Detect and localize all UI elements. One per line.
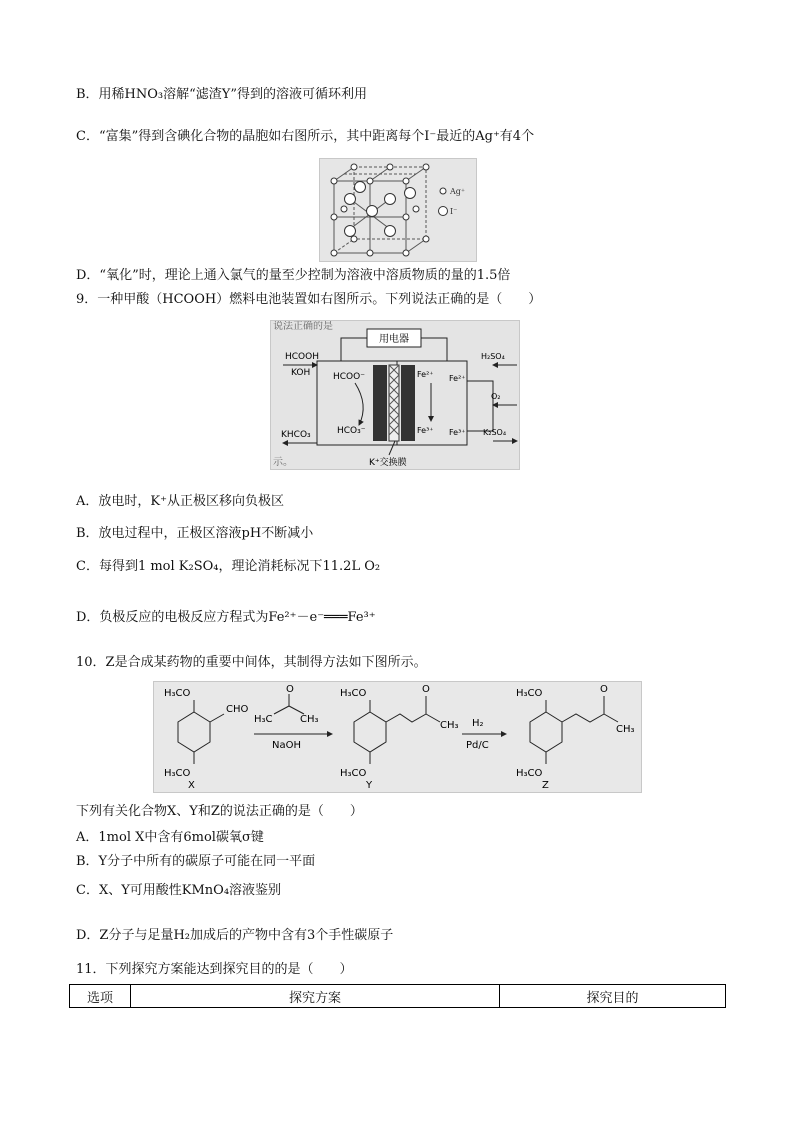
svg-text:H₃CO: H₃CO bbox=[516, 688, 543, 699]
svg-text:CH₃: CH₃ bbox=[616, 724, 635, 735]
q10-option-a: A．1mol X中含有6mol碳氧σ键 bbox=[76, 830, 264, 845]
svg-text:CH₃: CH₃ bbox=[300, 714, 319, 725]
svg-text:O: O bbox=[286, 684, 294, 695]
label-z: Z bbox=[542, 780, 549, 791]
right-electrode bbox=[401, 365, 415, 441]
q10-stem: 10．Z是合成某药物的重要中间体，其制得方法如下图所示。 bbox=[76, 655, 427, 670]
compound-y bbox=[340, 684, 459, 791]
crystal-cell-figure bbox=[319, 158, 477, 262]
q10-option-d: D．Z分子与足量H₂加成后的产物中含有3个手性碳原子 bbox=[76, 928, 394, 943]
q9-option-b: B．放电过程中，正极区溶液pH不断减小 bbox=[76, 526, 314, 541]
cropped-bottom-text: 示。 bbox=[273, 457, 293, 468]
svg-text:CH₃: CH₃ bbox=[440, 720, 459, 731]
q8-option-b: B．用稀HNO₃溶解“滤渣Y”得到的溶液可循环利用 bbox=[76, 87, 368, 102]
svg-text:NaOH: NaOH bbox=[272, 740, 301, 751]
left-in-2: KOH bbox=[291, 368, 311, 378]
q8-option-c: C．“富集”得到含碘化合物的晶胞如右图所示，其中距离每个I⁻最近的Ag⁺有4个 bbox=[76, 129, 535, 144]
left-in-1: HCOOH bbox=[285, 352, 319, 362]
left-out: KHCO₃ bbox=[281, 430, 311, 440]
synthesis-scheme bbox=[154, 682, 641, 792]
svg-text:H₃CO: H₃CO bbox=[516, 768, 543, 779]
q11-stem: 11．下列探究方案能达到探究目的的是（ ） bbox=[76, 962, 353, 977]
svg-text:H₃C: H₃C bbox=[254, 714, 273, 725]
header-option: 选项 bbox=[70, 985, 131, 1008]
reaction-arrow-1 bbox=[254, 684, 332, 751]
q9-option-c: C．每得到1 mol K₂SO₄，理论消耗标况下11.2L O₂ bbox=[76, 559, 381, 574]
ag-legend-label: Ag⁺ bbox=[450, 187, 466, 196]
cropped-top-text: 说法正确的是 bbox=[273, 321, 333, 332]
svg-text:H₃CO: H₃CO bbox=[340, 768, 367, 779]
crystal-cell-drawing bbox=[320, 159, 476, 261]
label-x: X bbox=[188, 780, 195, 791]
left-ion-2: HCO₃⁻ bbox=[337, 426, 366, 436]
svg-text:CHO: CHO bbox=[226, 704, 249, 715]
q10-lead: 下列有关化合物X、Y和Z的说法正确的是（ ） bbox=[76, 804, 363, 819]
q8-option-d: D．“氧化”时，理论上通入氯气的量至少控制为溶液中溶质物质的量的1.5倍 bbox=[76, 268, 511, 283]
iodide-legend-marker bbox=[439, 207, 448, 216]
fuel-cell-figure bbox=[270, 320, 520, 470]
compound-z bbox=[516, 684, 635, 791]
q10-option-b: B．Y分子中所有的碳原子可能在同一平面 bbox=[76, 854, 316, 869]
q9-option-d: D．负极反应的电极反应方程式为Fe²⁺－e⁻═══Fe³⁺ bbox=[76, 610, 376, 625]
fuel-cell-diagram bbox=[271, 321, 519, 469]
svg-text:H₂: H₂ bbox=[472, 718, 484, 729]
left-ion-1: HCOO⁻ bbox=[333, 372, 365, 382]
compound-x bbox=[164, 688, 249, 791]
iodide-legend-label: I⁻ bbox=[450, 207, 458, 216]
svg-text:H₃CO: H₃CO bbox=[164, 688, 191, 699]
q9-option-a: A．放电时，K⁺从正极区移向负极区 bbox=[76, 494, 284, 509]
table-header-row bbox=[70, 985, 726, 1008]
reaction-arrow-2 bbox=[462, 718, 506, 751]
svg-text:O: O bbox=[600, 684, 608, 695]
ag-legend-marker bbox=[440, 188, 446, 194]
svg-text:H₃CO: H₃CO bbox=[164, 768, 191, 779]
q11-table bbox=[69, 984, 726, 1008]
label-y: Y bbox=[366, 780, 373, 791]
right-in-1: H₂SO₄ bbox=[481, 352, 505, 361]
right-ion-1: Fe²⁺ bbox=[417, 370, 434, 379]
left-electrode bbox=[373, 365, 387, 441]
right-out: K₂SO₄ bbox=[483, 428, 507, 437]
right-ion-2: Fe³⁺ bbox=[417, 426, 434, 435]
synthesis-scheme-figure bbox=[153, 681, 642, 793]
header-plan: 探究方案 bbox=[131, 985, 500, 1008]
header-purpose: 探究目的 bbox=[500, 985, 726, 1008]
right-in-2: O₂ bbox=[491, 392, 501, 401]
membrane-label: K⁺交换膜 bbox=[369, 458, 407, 468]
q9-stem: 9．一种甲酸（HCOOH）燃料电池装置如右图所示。下列说法正确的是（ ） bbox=[76, 292, 542, 307]
svg-text:O: O bbox=[422, 684, 430, 695]
right-chain-2: Fe³⁺ bbox=[449, 428, 466, 437]
right-chain-1: Fe²⁺ bbox=[449, 374, 466, 383]
svg-text:H₃CO: H₃CO bbox=[340, 688, 367, 699]
device-label: 用电器 bbox=[379, 334, 409, 345]
svg-text:Pd/C: Pd/C bbox=[466, 740, 489, 751]
q10-option-c: C．X、Y可用酸性KMnO₄溶液鉴别 bbox=[76, 883, 282, 898]
